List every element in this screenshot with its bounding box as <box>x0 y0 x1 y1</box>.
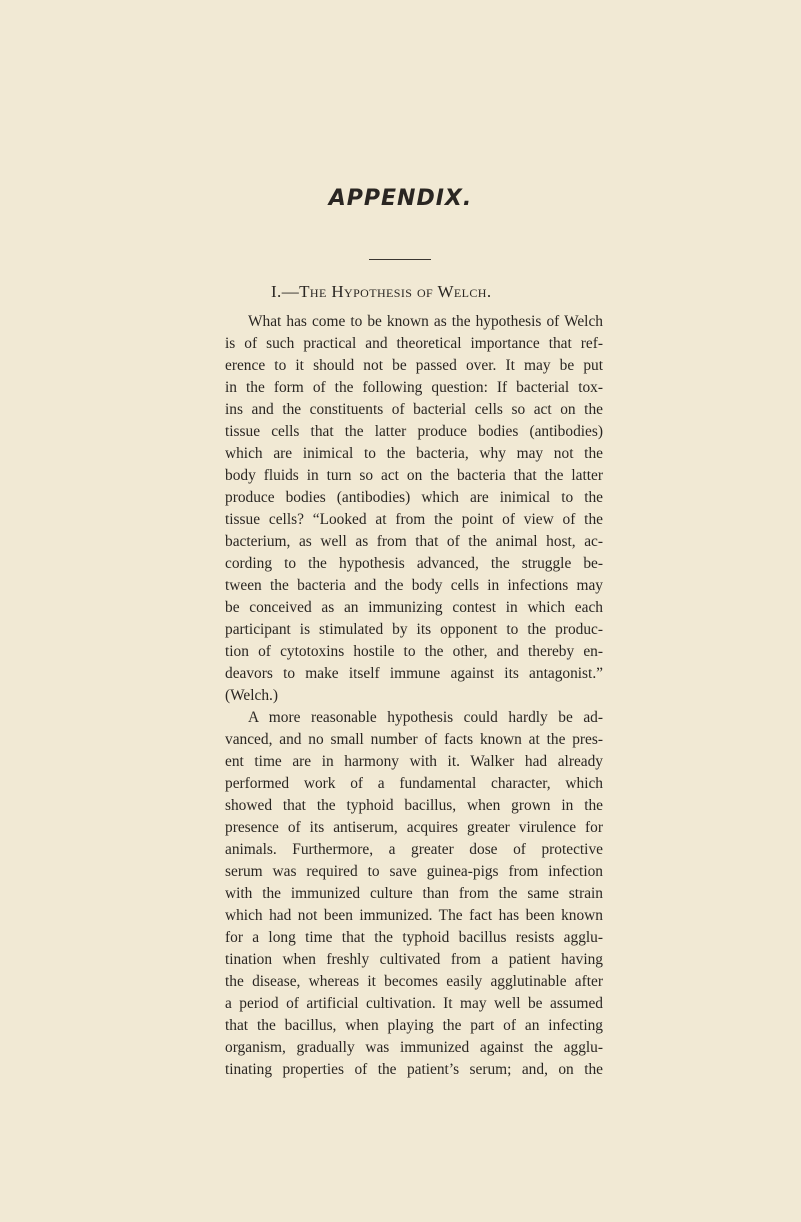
text-line: which had not been immunized. The fact has been known <box>225 907 603 924</box>
appendix-title: APPENDIX. <box>328 186 473 211</box>
text-line: be conceived as an immunizing contest in which each <box>225 599 603 616</box>
text-line: produce bodies (antibodies) which are inimical to the <box>225 489 603 506</box>
text-line: which are inimical to the bacteria, why may not the <box>225 445 603 462</box>
section-number: I.— <box>271 282 300 301</box>
text-line: cording to the hypothesis advanced, the struggle be- <box>225 555 603 572</box>
text-line: tion of cytotoxins hostile to the other, and thereby en- <box>225 643 603 660</box>
body-text <box>225 311 603 1081</box>
text-line: the disease, whereas it becomes easily agglutinable after <box>225 973 603 990</box>
text-line: ins and the constituents of bacterial cells so act on the <box>225 401 603 418</box>
text-line: organism, gradually was immunized against the agglu- <box>225 1039 603 1056</box>
text-line: a period of artificial cultivation. It may well be assumed <box>225 995 603 1012</box>
text-line: animals. Furthermore, a greater dose of protective <box>225 841 603 858</box>
text-line: serum was required to save guinea-pigs from infection <box>225 863 603 880</box>
text-line: tination when freshly cultivated from a patient having <box>225 951 603 968</box>
text-line: bacterium, as well as from that of the animal host, ac- <box>225 533 603 550</box>
text-line: body fluids in turn so act on the bacteria that the latter <box>225 467 603 484</box>
section-title: The Hypothesis of Welch. <box>299 282 492 301</box>
text-line: tween the bacteria and the body cells in infections may <box>225 577 603 594</box>
text-line: ent time are in harmony with it. Walker had already <box>225 753 603 770</box>
title-rule <box>369 259 431 260</box>
text-line: deavors to make itself immune against its antagonist.” <box>225 665 603 682</box>
text-line: (Welch.) <box>225 687 279 704</box>
text-line: performed work of a fundamental character, which <box>225 775 603 792</box>
section-heading <box>271 282 561 302</box>
text-line: with the immunized culture than from the same strain <box>225 885 603 902</box>
text-line: participant is stimulated by its opponent to the produc- <box>225 621 603 638</box>
text-line: that the bacillus, when playing the part of an infecting <box>225 1017 603 1034</box>
text-line: tinating properties of the patient’s serum; and, on the <box>225 1061 603 1078</box>
text-line: showed that the typhoid bacillus, when grown in the <box>225 797 603 814</box>
text-line: presence of its antiserum, acquires greater virulence for <box>225 819 603 836</box>
text-line: tissue cells that the latter produce bodies (antibodies) <box>225 423 603 440</box>
text-line: is of such practical and theoretical importance that ref- <box>225 335 603 352</box>
text-line: A more reasonable hypothesis could hardly be ad- <box>248 709 603 726</box>
text-line: for a long time that the typhoid bacillus resists agglu- <box>225 929 603 946</box>
text-line: tissue cells? “Looked at from the point of view of the <box>225 511 603 528</box>
text-line: in the form of the following question: If bacterial tox- <box>225 379 603 396</box>
text-line: What has come to be known as the hypothesis of Welch <box>248 313 603 330</box>
text-line: erence to it should not be passed over. It may be put <box>225 357 603 374</box>
text-line: vanced, and no small number of facts known at the pres- <box>225 731 603 748</box>
